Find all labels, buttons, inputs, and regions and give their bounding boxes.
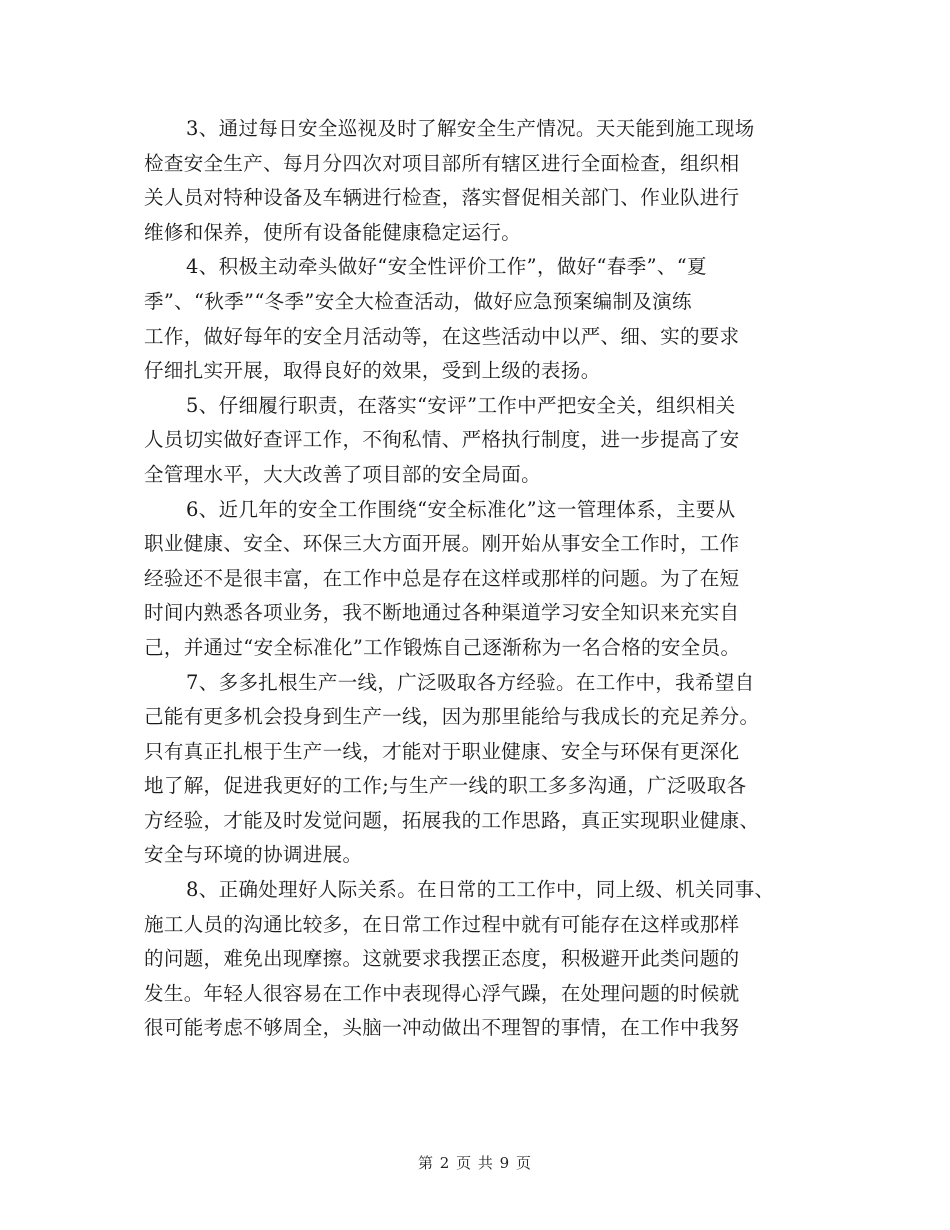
document-body (144, 112, 812, 1046)
paragraph-7 (144, 666, 812, 874)
text-line: 仔细扎实开展，取得良好的效果，受到上级的表扬。 (144, 359, 601, 383)
text-line: 维修和保养，使所有设备能健康稳定运行。 (144, 220, 522, 244)
text-line: 8、正确处理好人际关系。在日常的工工作中，同上级、机关同事、 (186, 878, 775, 902)
paragraph-3 (144, 112, 812, 250)
text-line: 经验还不是很丰富，在工作中总是存在这样或那样的问题。为了在短 (144, 566, 740, 590)
text-line: 6、近几年的安全工作围绕“安全标准化”这一管理体系，主要从 (186, 497, 736, 521)
paragraph-5 (144, 389, 812, 493)
text-line: 全管理水平，大大改善了项目部的安全局面。 (144, 462, 542, 486)
text-line: 工作，做好每年的安全月活动等，在这些活动中以严、细、实的要求 (144, 324, 740, 348)
paragraph-4 (144, 250, 812, 388)
text-line: 职业健康、安全、环保三大方面开展。刚开始从事安全工作时，工作 (144, 532, 740, 556)
text-line: 很可能考虑不够周全，头脑一冲动做出不理智的事情，在工作中我努 (144, 1016, 740, 1040)
paragraph-8 (144, 873, 812, 1046)
page-number-footer: 第 2 页 共 9 页 (418, 1154, 532, 1172)
text-line: 关人员对特种设备及车辆进行检查，落实督促相关部门、作业队进行 (144, 186, 740, 210)
text-line: 安全与环境的协调进展。 (144, 843, 363, 867)
text-line: 发生。年轻人很容易在工作中表现得心浮气躁，在处理问题的时候就 (144, 981, 740, 1005)
text-line: 方经验，才能及时发觉问题，拓展我的工作思路，真正实现职业健康、 (144, 808, 760, 832)
text-line: 的问题，难免出现摩擦。这就要求我摆正态度，积极避开此类问题的 (144, 947, 740, 971)
text-line: 时间内熟悉各项业务，我不断地通过各种渠道学习安全知识来充实自 (144, 601, 740, 625)
text-line: 5、仔细履行职责，在落实“安评”工作中严把安全关，组织相关 (186, 393, 736, 417)
paragraph-6 (144, 493, 812, 666)
text-line: 季”、“秋季”“冬季”安全大检查活动，做好应急预案编制及演练 (144, 289, 692, 313)
text-line: 施工人员的沟通比较多，在日常工作过程中就有可能存在这样或那样 (144, 912, 740, 936)
text-line: 只有真正扎根于生产一线，才能对于职业健康、安全与环保有更深化 (144, 739, 740, 763)
text-line: 7、多多扎根生产一线，广泛吸取各方经验。在工作中，我希望自 (186, 670, 755, 694)
text-line: 3、通过每日安全巡视及时了解安全生产情况。天天能到施工现场 (186, 117, 755, 140)
text-line: 己，并通过“安全标准化”工作锻炼自己逐渐称为一名合格的安全员。 (144, 635, 741, 659)
text-line: 人员切实做好查评工作，不徇私情、严格执行制度，进一步提高了安 (144, 428, 740, 452)
text-line: 检查安全生产、每月分四次对项目部所有辖区进行全面检查，组织相 (144, 151, 740, 175)
text-line: 地了解，促进我更好的工作;与生产一线的职工多多沟通，广泛吸取各 (144, 774, 747, 798)
text-line: 4、积极主动牵头做好“安全性评价工作”，做好“春季”、“夏 (186, 255, 707, 279)
text-line: 己能有更多机会投身到生产一线，因为那里能给与我成长的充足养分。 (144, 705, 760, 729)
